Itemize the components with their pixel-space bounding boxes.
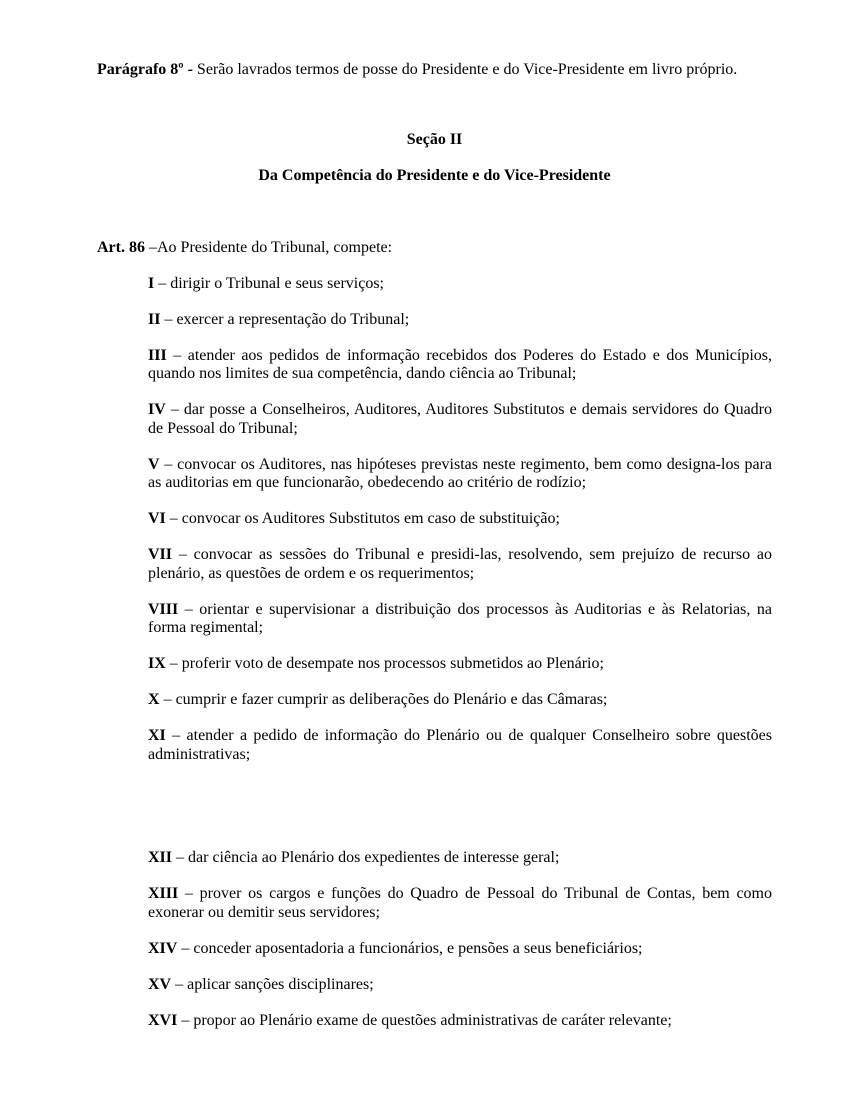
item-separator: – xyxy=(160,310,177,328)
list-item xyxy=(148,401,772,438)
item-text: dirigir o Tribunal e seus serviços; xyxy=(170,274,384,292)
item-separator: – xyxy=(159,455,178,473)
item-numeral: V xyxy=(148,455,160,473)
item-numeral: III xyxy=(148,346,167,364)
item-text: conceder aposentadoria a funcionários, e pensões a seus beneficiários; xyxy=(193,939,643,957)
item-numeral: VIII xyxy=(148,600,179,618)
list-item xyxy=(148,727,772,764)
item-separator: – xyxy=(172,546,194,563)
item-numeral: XV xyxy=(148,975,172,993)
list-item xyxy=(148,510,772,529)
paragraph-8-label: Parágrafo 8º - xyxy=(97,61,193,78)
item-numeral: XII xyxy=(148,849,173,866)
section-title: Seção II xyxy=(406,130,463,148)
item-numeral: VI xyxy=(148,510,166,527)
article-86 xyxy=(97,239,772,258)
item-text: convocar os Auditores, nas hipóteses previstas neste regimento, bem como designa-los para as auditorias em que funcionarão, obedecendo ao critério de rodízio; xyxy=(148,455,772,491)
item-text: propor ao Plenário exame de questões administrativas de caráter relevante; xyxy=(193,1011,672,1029)
item-text: orientar e supervisionar a distribuição dos processos às Auditorias e às Relatorias, na forma regimental; xyxy=(148,600,773,636)
list-item xyxy=(148,849,772,868)
list-item xyxy=(148,1012,772,1031)
paragraph-8 xyxy=(97,61,772,80)
article-separator: – xyxy=(144,238,157,256)
item-numeral: IX xyxy=(148,655,166,672)
item-text: proferir voto de desempate nos processos submetidos ao Plenário; xyxy=(181,655,604,672)
paragraph-8-text: Serão lavrados termos de posse do Presidente e do Vice-Presidente em livro próprio. xyxy=(192,61,738,78)
item-text: prover os cargos e funções do Quadro de Pessoal do Tribunal de Contas, bem como exonerar ou demitir seus servidores; xyxy=(148,885,773,921)
item-text: aplicar sanções disciplinares; xyxy=(187,975,374,993)
item-numeral: XIV xyxy=(148,939,178,957)
item-numeral: II xyxy=(148,310,161,328)
list-item xyxy=(148,275,772,294)
item-separator: – xyxy=(165,510,182,527)
section-subtitle: Da Competência do Presidente e do Vice-Presidente xyxy=(258,166,611,184)
item-numeral: VII xyxy=(148,546,173,563)
item-separator: – xyxy=(178,885,200,902)
item-numeral: XVI xyxy=(148,1011,178,1029)
item-text: convocar as sessões do Tribunal e presidi-las, resolvendo, sem prejuízo de recurso ao plenário, as questões de ordem e os requerimentos; xyxy=(148,546,773,582)
list-item xyxy=(148,940,772,959)
item-numeral: X xyxy=(148,691,160,708)
article-label: Art. 86 xyxy=(97,238,145,256)
list-item xyxy=(148,456,772,493)
item-text: atender aos pedidos de informação recebidos dos Poderes do Estado e dos Municípios, quando nos limites de sua competência, dando ciência ao Tribunal; xyxy=(148,346,772,382)
item-separator: – xyxy=(165,401,184,418)
item-separator: – xyxy=(172,849,189,866)
item-numeral: XI xyxy=(148,727,166,744)
item-separator: – xyxy=(165,655,182,672)
item-separator: – xyxy=(165,727,187,744)
item-numeral: XIII xyxy=(148,885,179,902)
item-numeral: I xyxy=(148,274,155,292)
item-text: dar ciência ao Plenário dos expedientes de interesse geral; xyxy=(188,849,560,866)
item-text: cumprir e fazer cumprir as deliberações do Plenário e das Câmaras; xyxy=(175,691,608,708)
item-text: atender a pedido de informação do Plenário ou de qualquer Conselheiro sobre questões administrativas; xyxy=(148,727,773,763)
item-separator: – xyxy=(171,975,188,993)
item-separator: – xyxy=(178,600,200,618)
item-separator: – xyxy=(159,691,176,708)
item-numeral: IV xyxy=(148,401,166,418)
list-item xyxy=(148,546,772,583)
list-item xyxy=(148,655,772,674)
item-separator: – xyxy=(177,1011,194,1029)
item-list xyxy=(97,275,772,1031)
item-text: exercer a representação do Tribunal; xyxy=(176,310,410,328)
list-item xyxy=(148,885,772,922)
item-separator: – xyxy=(177,939,194,957)
list-item xyxy=(148,691,772,710)
list-item xyxy=(148,311,772,330)
item-text: convocar os Auditores Substitutos em caso de substituição; xyxy=(181,510,560,527)
article-text: Ao Presidente do Tribunal, compete: xyxy=(156,238,393,256)
item-separator: – xyxy=(154,274,171,292)
list-item xyxy=(148,976,772,995)
item-separator: – xyxy=(166,346,188,364)
list-item xyxy=(148,601,772,638)
list-item xyxy=(148,347,772,384)
item-text: dar posse a Conselheiros, Auditores, Auditores Substitutos e demais servidores do Quadro de Pessoal do Tribunal; xyxy=(148,401,773,437)
